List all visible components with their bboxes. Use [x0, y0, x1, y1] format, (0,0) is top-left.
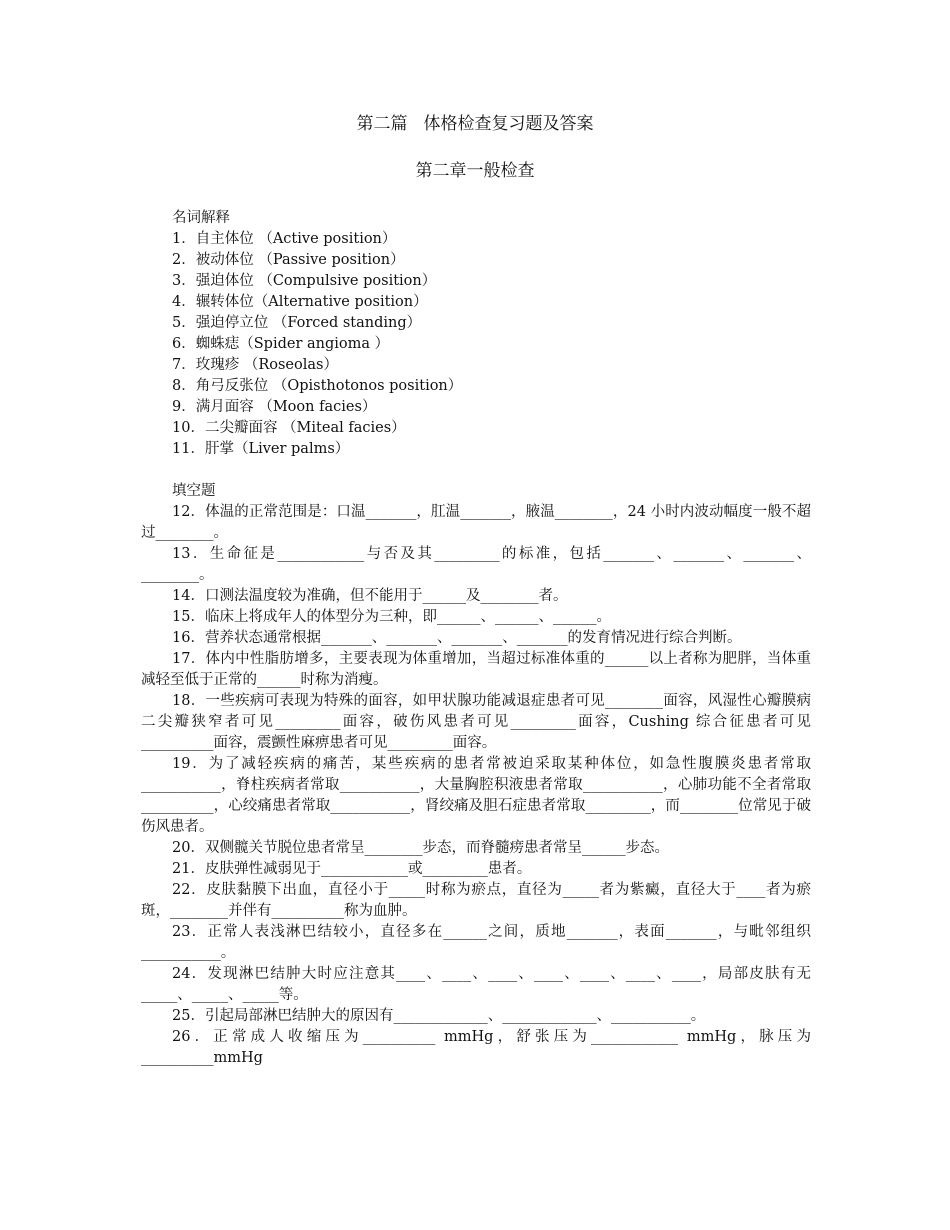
- question-item: 22．皮肤黏膜下出血，直径小于_____时称为瘀点，直径为_____者为紫癜，直径大于____者为瘀斑，________并伴有__________称为血肿。: [141, 882, 811, 919]
- question-item: 24．发现淋巴结肿大时应注意其____、____、____、____、____、____、____，局部皮肤有无_____、_____、_____等。: [141, 966, 811, 1003]
- definition-item: 8．角弓反张位 （Opisthotonos position）: [172, 378, 463, 394]
- question-item: 20．双侧髋关节脱位患者常呈________步态，而脊髓痨患者常呈______步态。: [172, 840, 669, 856]
- fill-in-heading: 填空题: [172, 483, 216, 499]
- title-part: 第二篇: [356, 114, 408, 134]
- section-spacer: [141, 460, 811, 481]
- definition-item: 9．满月面容 （Moon facies）: [172, 399, 377, 415]
- question-item: 18．一些疾病可表现为特殊的面容，如甲状腺功能减退症患者可见________面容，风湿性心瓣膜病二尖瓣狭窄者可见_________面容，破伤风患者可见_________面容，Cushing 综合征患者可见__________面容，震颤性麻痹患者可见_________面容。: [141, 693, 811, 751]
- question-item: 16．营养状态通常根据_______、_______、_______、_______的发育情况进行综合判断。: [172, 630, 742, 646]
- definition-item: 5．强迫停立位 （Forced standing）: [172, 315, 422, 331]
- definitions-heading: 名词解释: [172, 210, 230, 226]
- definition-item: 2．被动体位 （Passive position）: [172, 252, 405, 268]
- question-item: 26．正常成人收缩压为__________ mmHg，舒张压为____________ mmHg，脉压为__________mmHg: [141, 1029, 811, 1066]
- definition-item: 11．肝掌（Liver palms）: [172, 441, 350, 457]
- definition-item: 6．蜘蛛痣（Spider angioma ）: [172, 336, 390, 352]
- fill-in-section: [141, 481, 811, 1069]
- question-item: 25．引起局部淋巴结肿大的原因有_____________、_____________、___________。: [172, 1008, 706, 1024]
- question-item: 15．临床上将成年人的体型分为三种，即______、______、______。: [172, 609, 611, 625]
- definition-item: 10．二尖瓣面容 （Miteal facies）: [172, 420, 406, 436]
- question-item: 19．为了减轻疾病的痛苦，某些疾病的患者常被迫采取某种体位，如急性腹膜炎患者常取___________，脊柱疾病者常取___________，大量胸腔积液患者常取___________，心肺功能不全者常取__________，心绞痛患者常取___________，肾绞痛及胆石症患者常取_________，而________位常见于破伤风患者。: [141, 756, 811, 835]
- definition-item: 1．自主体位 （Active position）: [172, 231, 397, 247]
- definitions-section: [172, 208, 811, 460]
- question-item: 13．生命征是____________与否及其_________的标准，包括_______、_______、_______、________。: [141, 546, 811, 583]
- title-main: 体格检查复习题及答案: [423, 114, 594, 134]
- question-item: 23．正常人表浅淋巴结较小，直径多在______之间，质地_______，表面_______，与毗邻组织___________。: [141, 924, 811, 961]
- question-item: 17．体内中性脂肪增多，主要表现为体重增加，当超过标准体重的______以上者称为肥胖，当体重减轻至低于正常的______时称为消瘦。: [141, 651, 811, 688]
- question-item: 12．体温的正常范围是：口温_______，肛温_______，腋温________，24 小时内波动幅度一般不超过________。: [141, 504, 811, 541]
- definition-item: 7．玫瑰疹 （Roseolas）: [172, 357, 338, 373]
- definition-item: 4．辗转体位（Alternative position）: [172, 294, 428, 310]
- document-title: [0, 113, 950, 135]
- question-item: 21．皮肤弹性减弱见于____________或_________患者。: [172, 861, 532, 877]
- chapter-title: 第二章一般检查: [415, 161, 535, 181]
- document-body: [141, 208, 811, 1069]
- definition-item: 3．强迫体位 （Compulsive position）: [172, 273, 437, 289]
- question-item: 14．口测法温度较为准确，但不能用于______及________者。: [172, 588, 568, 604]
